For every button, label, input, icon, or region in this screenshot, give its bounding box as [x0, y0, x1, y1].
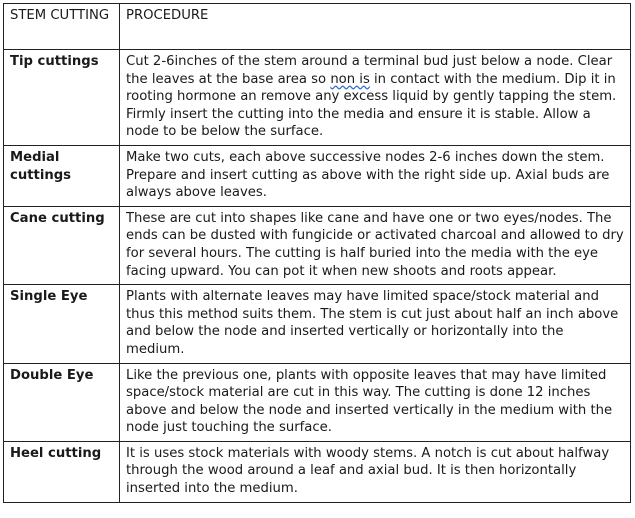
procedure-text: in contact with the medium. Dip it in rooting hormone an remove any excess liquid by gently tapping the stem. Firmly insert the cutting into the media and ensure it is stable. Allow a node to be below the surface. [126, 71, 617, 140]
method-cell: Single Eye [4, 285, 120, 363]
procedure-cell: Make two cuts, each above successive nodes 2-6 inches down the stem. Prepare and insert cutting as above with the right side up. Axial buds are always above leaves. [120, 145, 631, 206]
table-row-single-eye [4, 285, 631, 363]
procedure-cell: These are cut into shapes like cane and have one or two eyes/nodes. The ends can be dusted with fungicide or activated charcoal and allowed to dry for several hours. The cutting is half buried into the media with the eye facing upward. You can pot it when new shoots and roots appear. [120, 206, 631, 284]
table-row-medial-cuttings [4, 145, 631, 206]
procedure-cell: It is uses stock materials with woody stems. A notch is cut about halfway through the wood around a leaf and axial bud. It is then horizontally inserted into the medium. [120, 441, 631, 502]
method-cell: Double Eye [4, 363, 120, 441]
method-cell: Heel cutting [4, 441, 120, 502]
header-stem-cutting: STEM CUTTING [4, 4, 120, 50]
header-procedure: PROCEDURE [120, 4, 631, 50]
table-row-tip-cuttings [4, 50, 631, 146]
method-cell: Medial cuttings [4, 145, 120, 206]
stem-cutting-table [3, 3, 631, 503]
spellcheck-flagged-text[interactable]: non is [330, 71, 370, 87]
procedure-cell [120, 50, 631, 146]
method-cell: Cane cutting [4, 206, 120, 284]
table-row-heel-cutting [4, 441, 631, 502]
procedure-cell: Like the previous one, plants with opposite leaves that may have limited space/stock material are cut in this way. The cutting is done 12 inches above and below the node and inserted vertically in the medium with the node just touching the surface. [120, 363, 631, 441]
method-cell: Tip cuttings [4, 50, 120, 146]
table-row-double-eye [4, 363, 631, 441]
procedure-cell: Plants with alternate leaves may have limited space/stock material and thus this method suits them. The stem is cut just about half an inch above and below the node and inserted vertically or horizontally into the medium. [120, 285, 631, 363]
procedure-text: Cut 2-6inches of the stem around a terminal bud just below a node. Clear the leaves at the base area so [126, 54, 613, 87]
table-header-row [4, 4, 631, 50]
table-row-cane-cutting [4, 206, 631, 284]
